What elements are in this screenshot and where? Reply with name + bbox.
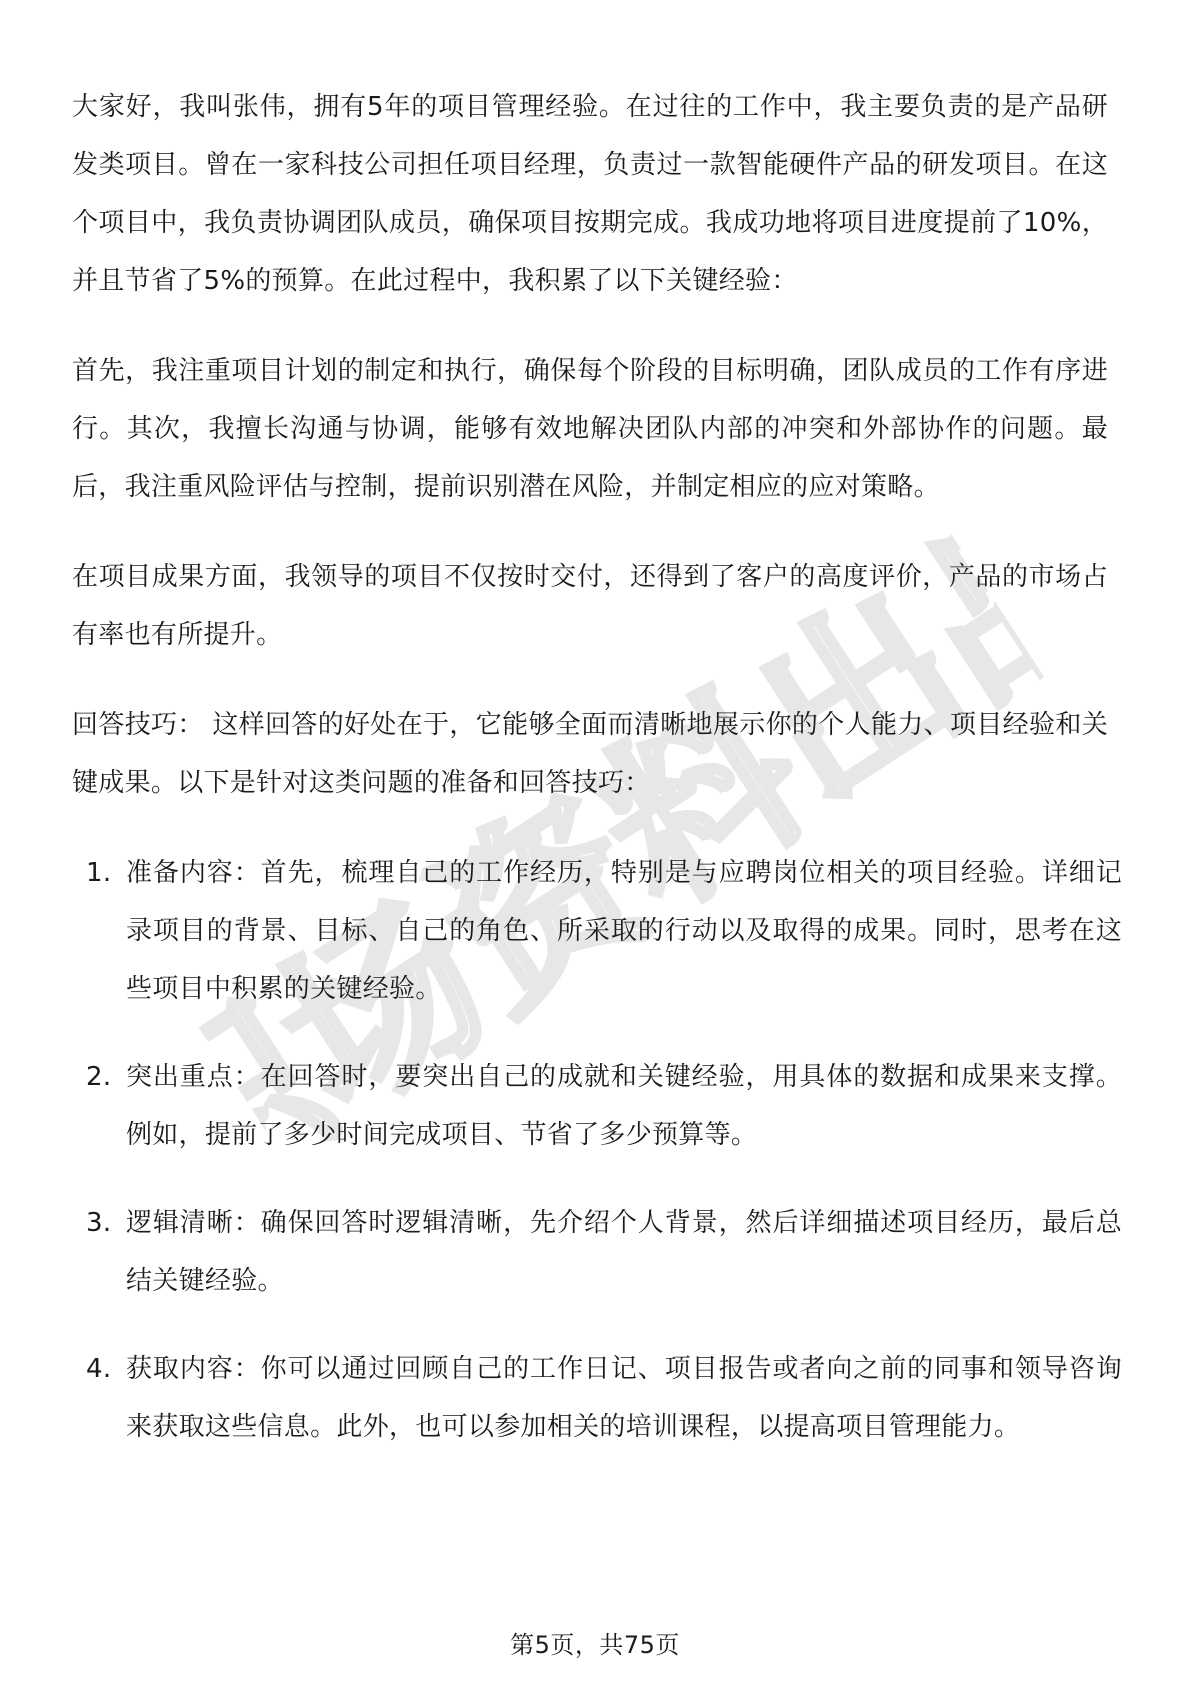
list-item-text: 准备内容：首先，梳理自己的工作经历，特别是与应聘岗位相关的项目经验。详细记录项目的背景、目标、自己的角色、所采取的行动以及取得的成果。同时，思考在这些项目中积累的关键经验。 <box>126 858 1122 1004</box>
list-item <box>72 1194 1122 1310</box>
list-item <box>72 844 1122 1018</box>
list-item-number: 2. <box>86 1062 112 1092</box>
paragraph-results: 在项目成果方面，我领导的项目不仅按时交付，还得到了客户的高度评价，产品的市场占有率也有所提升。 <box>72 562 1108 650</box>
tips-list <box>72 844 1122 1456</box>
watermark-text: 职场资料出品 <box>171 495 1069 1205</box>
document-body <box>72 78 1122 1486</box>
paragraph-intro: 大家好，我叫张伟，拥有5年的项目管理经验。在过往的工作中，我主要负责的是产品研发类项目。曾在一家科技公司担任项目经理，负责过一款智能硬件产品的研发项目。在这个项目中，我负责协调团队成员，确保项目按期完成。我成功地将项目进度提前了10%，并且节省了5%的预算。在此过程中，我积累了以下关键经验： <box>72 92 1108 296</box>
list-item-number: 3. <box>86 1208 112 1238</box>
list-item-number: 4. <box>86 1354 112 1384</box>
paragraph-experience: 首先，我注重项目计划的制定和执行，确保每个阶段的目标明确，团队成员的工作有序进行。其次，我擅长沟通与协调，能够有效地解决团队内部的冲突和外部协作的问题。最后，我注重风险评估与控制，提前识别潜在风险，并制定相应的应对策略。 <box>72 356 1108 502</box>
list-item <box>72 1340 1122 1456</box>
list-item <box>72 1048 1122 1164</box>
paragraph-tips: 回答技巧： 这样回答的好处在于，它能够全面而清晰地展示你的个人能力、项目经验和关键成果。以下是针对这类问题的准备和回答技巧： <box>72 710 1108 798</box>
list-item-text: 逻辑清晰：确保回答时逻辑清晰，先介绍个人背景，然后详细描述项目经历，最后总结关键经验。 <box>126 1208 1122 1296</box>
list-item-number: 1. <box>86 858 112 888</box>
list-item-text: 获取内容：你可以通过回顾自己的工作日记、项目报告或者向之前的同事和领导咨询来获取这些信息。此外，也可以参加相关的培训课程，以提高项目管理能力。 <box>126 1354 1122 1442</box>
page-number: 第5页，共75页 <box>510 1631 680 1659</box>
list-item-text: 突出重点：在回答时，要突出自己的成就和关键经验，用具体的数据和成果来支撑。例如，提前了多少时间完成项目、节省了多少预算等。 <box>126 1062 1122 1150</box>
